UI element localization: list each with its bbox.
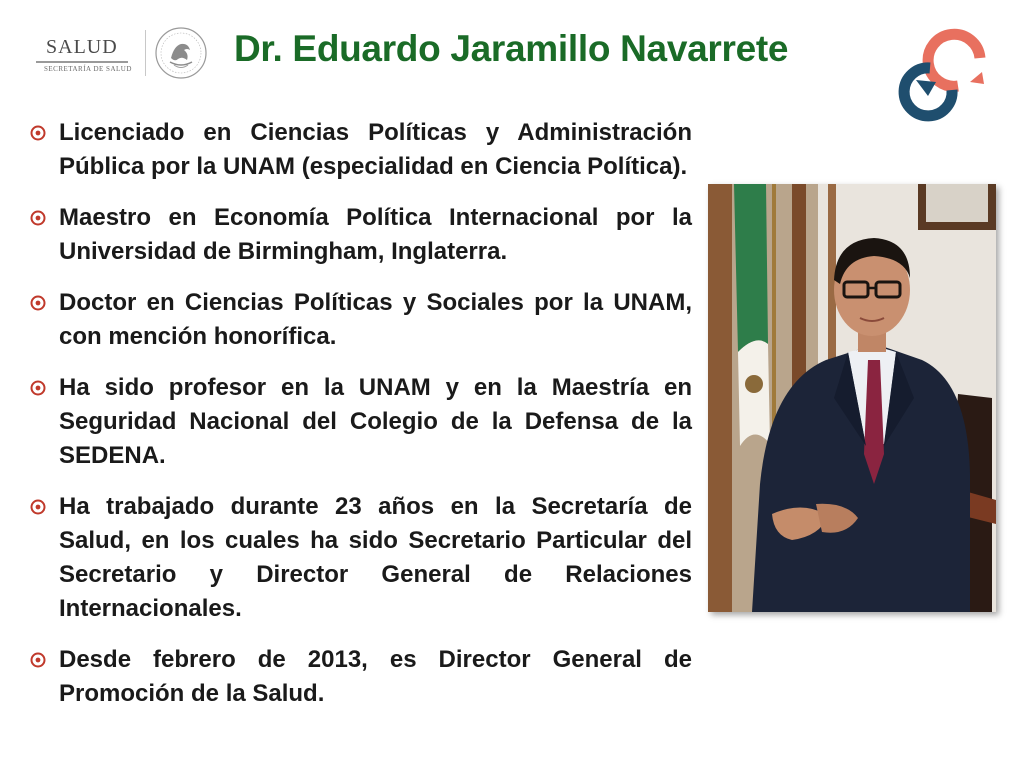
- list-item: [30, 371, 692, 473]
- list-item: [30, 490, 692, 626]
- brand-rings-logo: [896, 28, 1000, 124]
- list-item-text: Desde febrero de 2013, es Director General de Promoción de la Salud.: [59, 646, 692, 707]
- salud-logo-word: SALUD: [46, 36, 118, 58]
- circled-dot-icon: [30, 125, 46, 141]
- salud-logo-rule: [36, 61, 128, 63]
- list-item: [30, 116, 692, 184]
- list-item: [30, 643, 692, 711]
- circled-dot-icon: [30, 380, 46, 396]
- portrait-photo: [708, 184, 996, 612]
- credentials-list: [30, 116, 692, 728]
- list-item-text: Ha sido profesor en la UNAM y en la Maestría en Seguridad Nacional del Colegio de la Defensa de la SEDENA.: [59, 374, 692, 469]
- mexican-eagle-seal-icon: [154, 26, 208, 80]
- list-item: [30, 201, 692, 269]
- header-divider: [145, 30, 146, 76]
- list-item-text: Ha trabajado durante 23 años en la Secretaría de Salud, en los cuales ha sido Secretario Particular del Secretario y Director General de Relaciones Internacionales.: [59, 493, 692, 622]
- circled-dot-icon: [30, 499, 46, 515]
- circled-dot-icon: [30, 652, 46, 668]
- list-item-text: Doctor en Ciencias Políticas y Sociales por la UNAM, con mención honorífica.: [59, 289, 692, 350]
- salud-logo-subtitle: SECRETARÍA DE SALUD: [44, 65, 132, 73]
- salud-logo: [36, 36, 132, 76]
- list-item-text: Maestro en Economía Política Internacional por la Universidad de Birmingham, Inglaterra.: [59, 204, 692, 265]
- list-item-text: Licenciado en Ciencias Políticas y Administración Pública por la UNAM (especialidad en Ciencia Política).: [59, 119, 692, 180]
- circled-dot-icon: [30, 295, 46, 311]
- list-item: [30, 286, 692, 354]
- page-title: Dr. Eduardo Jaramillo Navarrete: [234, 28, 789, 69]
- circled-dot-icon: [30, 210, 46, 226]
